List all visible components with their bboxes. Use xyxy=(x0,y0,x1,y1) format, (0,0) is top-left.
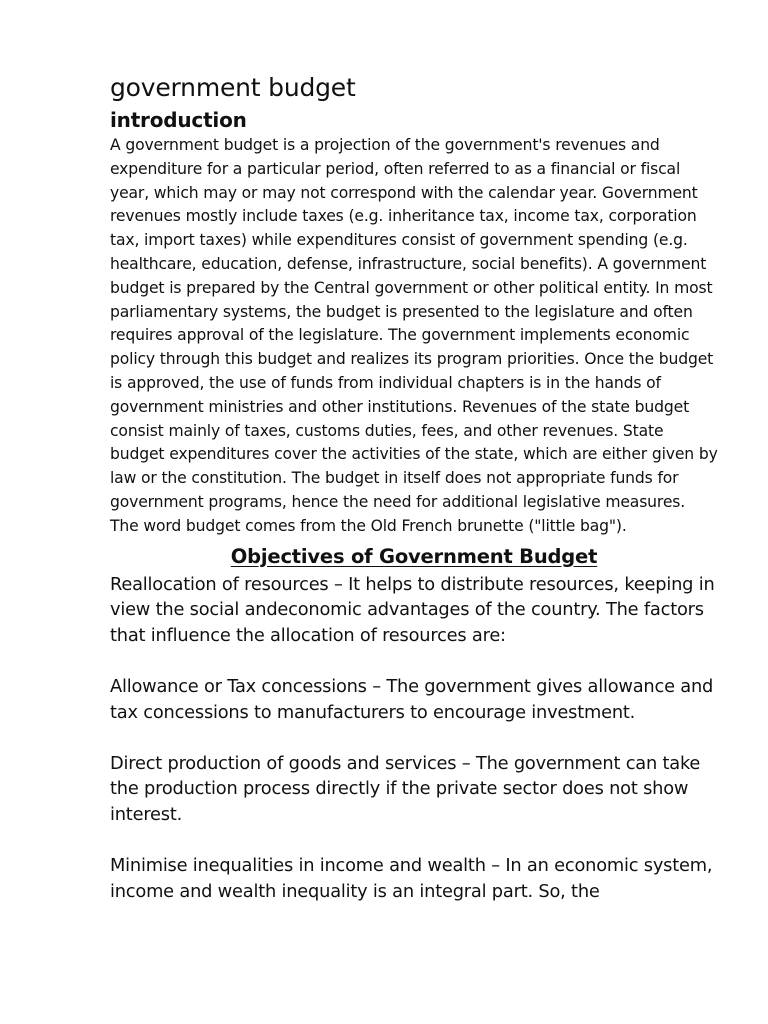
document-title: government budget xyxy=(110,73,356,102)
objective-paragraph: Allowance or Tax concessions – The government gives allowance and tax concessions to manufacturers to encourage investment. xyxy=(110,675,714,723)
objective-paragraph: Reallocation of resources – It helps to distribute resources, keeping in view the social andeconomic advantages of the country. The factors that influence the allocation of resources are: xyxy=(110,573,715,646)
document-page xyxy=(110,70,718,904)
objectives-list xyxy=(110,572,718,905)
objective-paragraph: Direct production of goods and services – The government can take the production process directly if the private sector does not show interest. xyxy=(110,752,701,825)
objectives-heading: Objectives of Government Budget xyxy=(230,544,598,568)
objective-paragraph: Minimise inequalities in income and wealth – In an economic system, income and wealth inequality is an integral part. So, the xyxy=(110,855,713,902)
section-subtitle-introduction: introduction xyxy=(110,108,247,132)
intro-paragraph: A government budget is a projection of the government's revenues and expenditure for a particular period, often referred to as a financial or fiscal year, which may or may not correspond with the calendar year. Government revenues mostly include taxes (e.g. inheritance tax, income tax, corporation tax, import taxes) while expenditures consist of government spending (e.g. healthcare, education, defense, infrastructure, social benefits). A government budget is prepared by the Central government or other political entity. In most parliamentary systems, the budget is presented to the legislature and often requires approval of the legislature. The government implements economic policy through this budget and realizes its program priorities. Once the budget is approved, the use of funds from individual chapters is in the hands of government ministries and other institutions. Revenues of the state budget consist mainly of taxes, customs duties, fees, and other revenues. State budget expenditures cover the activities of the state, which are either given by law or the constitution. The budget in itself does not appropriate funds for government programs, hence the need for additional legislative measures. The word budget comes from the Old French brunette ("little bag"). xyxy=(110,136,718,535)
